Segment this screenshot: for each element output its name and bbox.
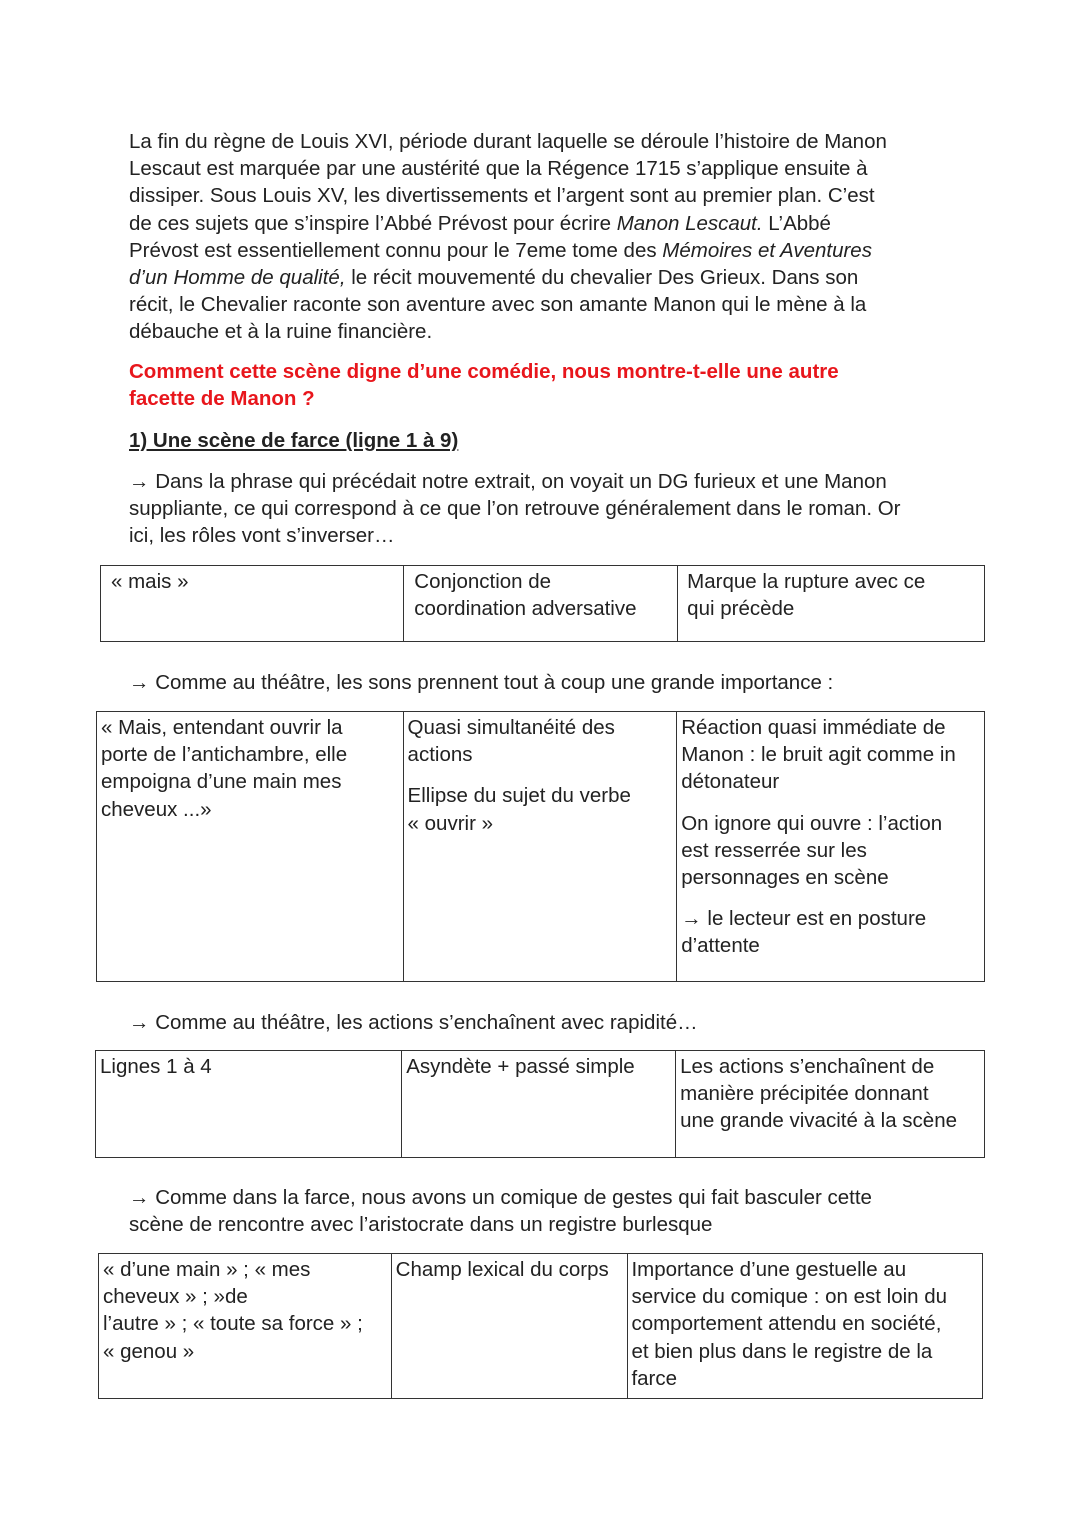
paragraph-line: → Comme dans la farce, nous avons un comique de gestes qui fait basculer cette — [129, 1186, 872, 1209]
cell-spacer — [681, 891, 980, 905]
cell-text: → le lecteur est en posture — [681, 907, 927, 931]
table-cell-device — [402, 1051, 676, 1158]
problem-question — [129, 358, 959, 412]
table-cell-interpretation — [678, 566, 985, 642]
intro-paragraph — [129, 128, 959, 346]
cell-text: Manon : le bruit agit comme in — [681, 743, 956, 767]
intro-line: La fin du règne de Louis XVI, période durant laquelle se déroule l’histoire de Manon — [129, 130, 887, 153]
cell-text: cheveux » ; »de — [103, 1285, 248, 1309]
cell-spacer — [681, 796, 980, 810]
cell-text: « ouvrir » — [407, 811, 494, 835]
table-cell-interpretation — [677, 712, 985, 982]
paragraph-line: → Dans la phrase qui précédait notre extrait, on voyait un DG furieux et une Manon — [129, 470, 887, 493]
cell-text: personnages en scène — [681, 866, 889, 890]
paragraph-line: → Comme au théâtre, les actions s’enchaînent avec rapidité… — [129, 1011, 698, 1034]
intro-line: débauche et à la ruine financière. — [129, 320, 433, 344]
table-row — [97, 712, 985, 982]
cell-text: coordination adversative — [414, 597, 637, 621]
intro-line — [129, 210, 959, 237]
table-cell-device — [404, 566, 678, 642]
table-row — [96, 1051, 985, 1158]
table-cell-interpretation — [628, 1254, 983, 1399]
cell-text: Réaction quasi immédiate de — [681, 716, 946, 739]
cell-text: l’autre » ; « toute sa force » ; — [103, 1312, 363, 1336]
book-title-italic: Manon Lescaut. — [616, 211, 763, 235]
cell-text: « mais » — [111, 570, 189, 593]
intro-text: Prévost est essentiellement connu pour le 7eme tome des — [129, 238, 663, 262]
cell-spacer — [408, 768, 673, 782]
intro-text: le récit mouvementé du chevalier Des Grieux. Dans son — [345, 266, 859, 290]
cell-text: Conjonction de — [414, 570, 552, 593]
book-title-italic: Mémoires et Aventures — [662, 238, 872, 262]
cell-text: farce — [631, 1366, 678, 1390]
table-cell-interpretation — [676, 1051, 985, 1158]
paragraph-line: → Comme au théâtre, les sons prennent tout à coup une grande importance : — [129, 671, 834, 694]
paragraph-line: suppliante, ce qui correspond à ce que l’on retrouve généralement dans le roman. Or — [129, 497, 901, 521]
intro-line: récit, le Chevalier raconte son aventure avec son amante Manon qui le mène à la — [129, 293, 867, 317]
cell-text: porte de l’antichambre, elle — [101, 743, 348, 767]
cell-text: service du comique : on est loin du — [631, 1285, 948, 1309]
analysis-table-1 — [100, 565, 985, 642]
intro-text: de ces sujets que s’inspire l’Abbé Prévost pour écrire — [129, 211, 617, 235]
table-cell-device — [403, 712, 677, 982]
cell-text: comportement attendu en société, — [631, 1312, 942, 1336]
cell-text: qui précède — [687, 597, 795, 621]
question-line: facette de Manon ? — [129, 387, 315, 411]
cell-text: Quasi simultanéité des — [407, 716, 615, 739]
table-row — [99, 1254, 983, 1399]
cell-text: Ellipse du sujet du verbe — [407, 784, 631, 808]
cell-text: cheveux ...» — [101, 797, 212, 821]
cell-text: Lignes 1 à 4 — [100, 1055, 212, 1078]
table-row — [101, 566, 985, 642]
table-cell-quote — [96, 1051, 402, 1158]
analysis-table-4 — [98, 1253, 983, 1399]
book-title-italic: d’un Homme de qualité, — [129, 266, 346, 290]
cell-text: Les actions s’enchaînent de — [680, 1055, 935, 1078]
analysis-paragraph-4 — [129, 1184, 959, 1238]
section-heading: 1) Une scène de farce (ligne 1 à 9) — [129, 429, 459, 452]
cell-text: « Mais, entendant ouvrir la — [101, 716, 343, 739]
paragraph-line: ici, les rôles vont s’inverser… — [129, 524, 395, 548]
cell-text: actions — [407, 743, 473, 767]
table-cell-quote — [99, 1254, 392, 1399]
cell-text: est resserrée sur les — [681, 838, 867, 862]
cell-text: Importance d’une gestuelle au — [631, 1258, 907, 1281]
table-cell-device — [391, 1254, 628, 1399]
intro-line — [129, 237, 959, 264]
table-cell-quote — [97, 712, 404, 982]
cell-text: et bien plus dans le registre de la — [631, 1339, 933, 1363]
cell-text: « d’une main » ; « mes — [103, 1258, 311, 1281]
cell-text: manière précipitée donnant — [680, 1082, 929, 1106]
cell-text: Champ lexical du corps — [395, 1258, 609, 1281]
cell-text: Marque la rupture avec ce — [687, 570, 926, 593]
intro-line — [129, 264, 959, 291]
intro-line: Lescaut est marquée par une austérité que la Régence 1715 s’applique ensuite à — [129, 157, 868, 181]
cell-text: d’attente — [681, 934, 760, 958]
paragraph-line: scène de rencontre avec l’aristocrate dans un registre burlesque — [129, 1213, 713, 1237]
cell-text: empoigna d’une main mes — [101, 770, 342, 794]
analysis-table-2 — [96, 711, 985, 982]
analysis-paragraph-2 — [129, 669, 959, 696]
cell-text: une grande vivacité à la scène — [680, 1109, 958, 1133]
cell-text: On ignore qui ouvre : l’action — [681, 811, 943, 835]
intro-text: L’Abbé — [762, 211, 831, 235]
analysis-table-3 — [95, 1050, 985, 1158]
cell-text: « genou » — [103, 1339, 195, 1363]
analysis-paragraph-1 — [129, 468, 959, 550]
question-line: Comment cette scène digne d’une comédie, nous montre-t-elle une autre — [129, 360, 839, 383]
intro-line: dissiper. Sous Louis XV, les divertissements et l’argent sont au premier plan. C’est — [129, 184, 875, 208]
analysis-paragraph-3 — [129, 1009, 959, 1036]
table-cell-quote — [101, 566, 404, 642]
cell-text: détonateur — [681, 770, 780, 794]
cell-text: Asyndète + passé simple — [406, 1055, 635, 1078]
